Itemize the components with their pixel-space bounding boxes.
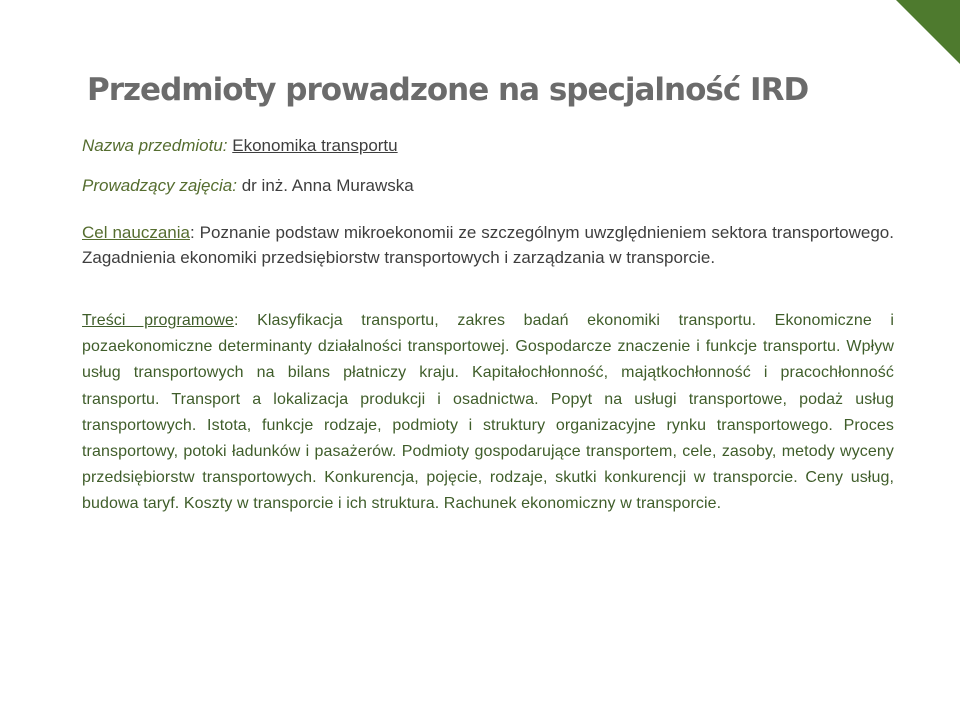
program-content-label: Treści programowe [82, 312, 235, 329]
teaching-goal [82, 220, 894, 270]
lecturer-value: dr inż. Anna Murawska [241, 176, 414, 195]
teaching-goal-text: Poznanie podstaw mikroekonomii ze szczególnym uwzględnieniem sektora transportowego. Zagadnienia ekonomiki przedsiębiorstw transportowych i zarządzania w transporcie. [82, 223, 894, 267]
course-name-row [82, 136, 894, 156]
teaching-goal-label: Cel nauczania [82, 223, 190, 242]
program-content-text: Klasyfikacja transportu, zakres badań ekonomiki transportu. Ekonomiczne i pozaekonomiczne determinanty działalności transportowej. Gospodarcze znaczenie i funkcje transportu. Wpływ usług transportowych na bilans płatniczy kraju. Kapitałochłonność, majątkochłonność i pracochłonność transportu. Transport a lokalizacja produkcji i osadnictwa. Popyt na usługi transportowe, podaż usług transportowych. Istota, funkcje rodzaje, podmioty i struktury organizacyjne rynku transportowego. Proces transportowy, potoki ładunków i pasażerów. Podmioty gospodarujące transportem, cele, zasoby, metody wyceny przedsiębiorstw transportowych. Konkurencja, pojęcie, rodzaje, skutki konkurencji w transporcie. Ceny usług, budowa taryf. Koszty w transporcie i ich struktura. Rachunek ekonomiczny w transporcie. [82, 312, 894, 513]
lecturer-row [82, 176, 894, 196]
program-content [82, 308, 894, 518]
course-name-label: Nazwa przedmiotu: [82, 136, 228, 155]
program-content-separator: : [234, 312, 239, 329]
corner-triangle-decoration [896, 0, 960, 64]
course-name-value: Ekonomika transportu [232, 136, 398, 155]
teaching-goal-separator: : [189, 223, 195, 242]
lecturer-label: Prowadzący zajęcia: [82, 176, 237, 195]
slide-title: Przedmioty prowadzone na specjalność IRD [87, 72, 809, 108]
